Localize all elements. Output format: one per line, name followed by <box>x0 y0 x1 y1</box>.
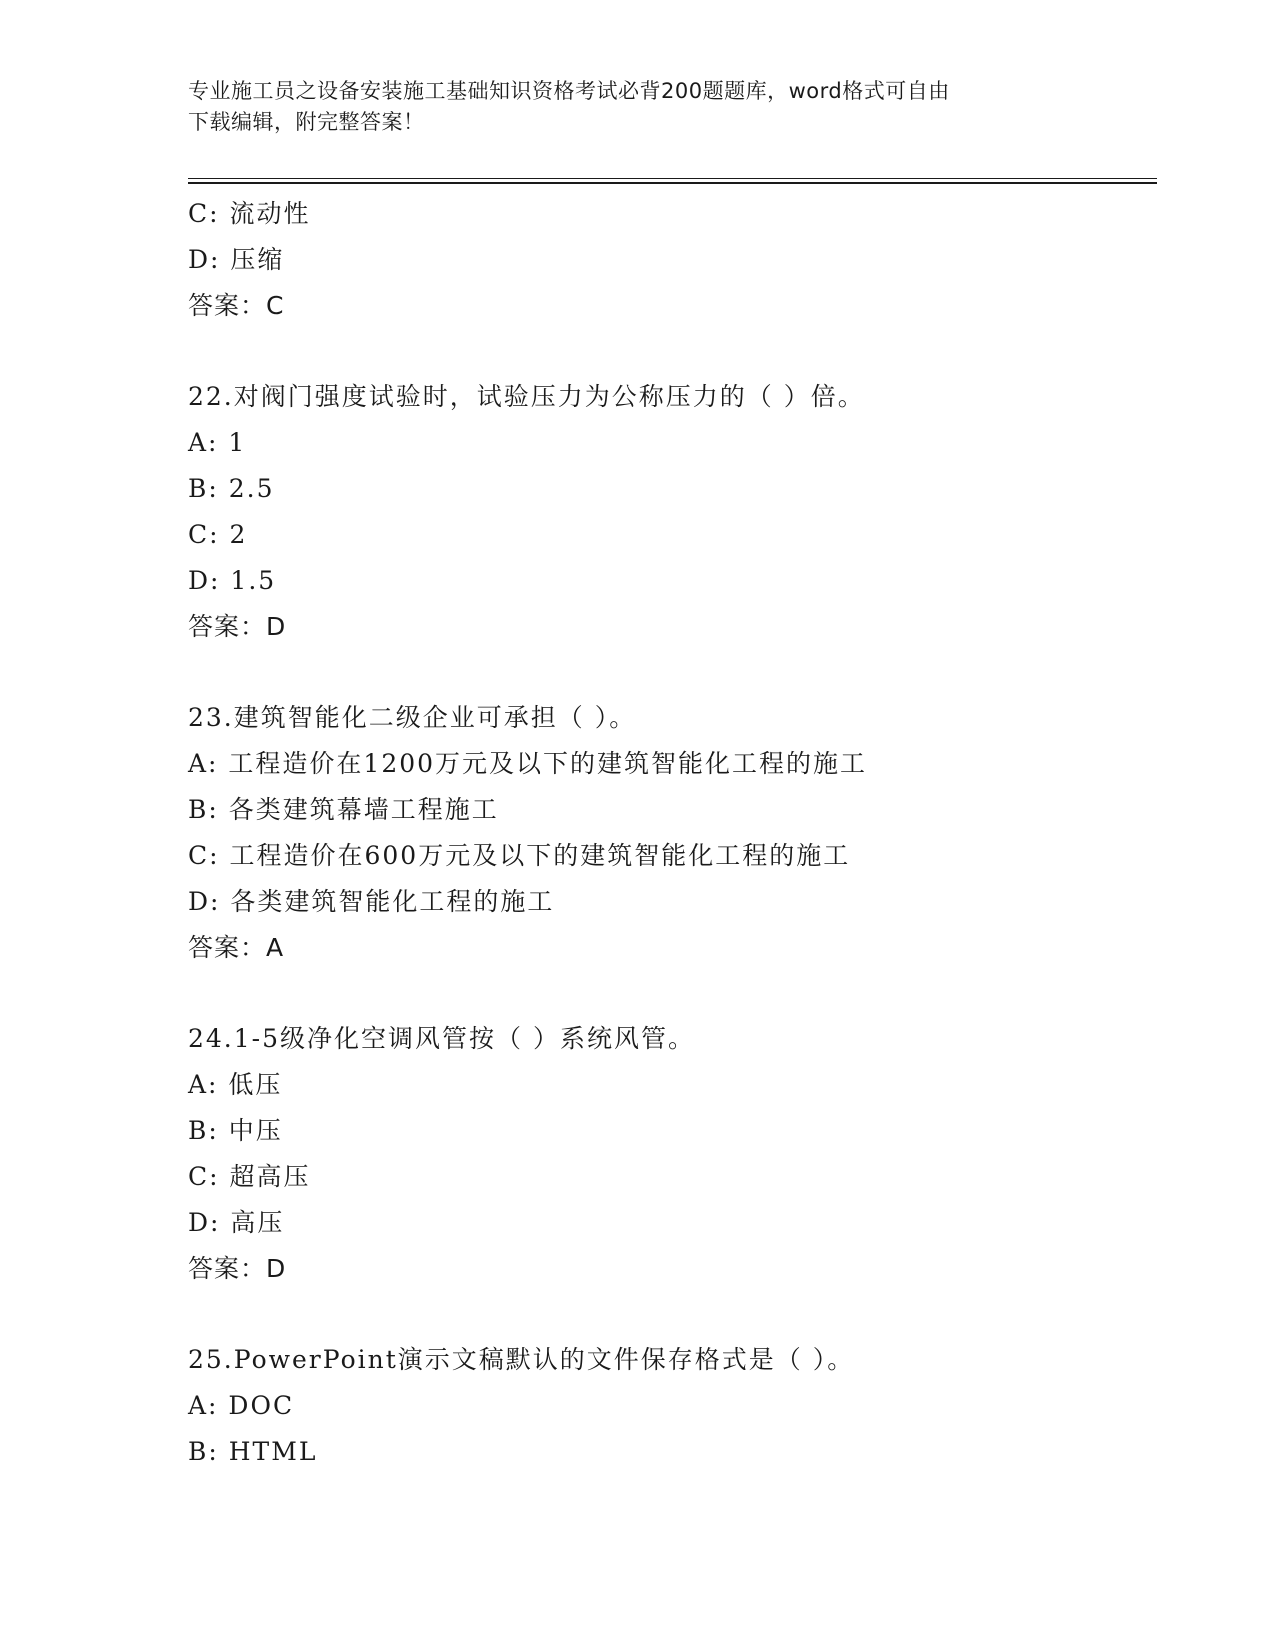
answer-text: 答案：C <box>188 291 285 320</box>
option-text: D: 1.5 <box>188 566 277 595</box>
document-header <box>188 76 1088 138</box>
option-text: D: 压缩 <box>188 245 285 274</box>
option-text: A: 低压 <box>188 1070 283 1099</box>
block-spacer <box>188 1292 1157 1337</box>
option-text: C: 超高压 <box>188 1162 311 1191</box>
question-text: 23.建筑智能化二级企业可承担（ ）。 <box>188 703 637 732</box>
answer-text: 答案：A <box>188 933 285 962</box>
header-divider-thick <box>188 182 1157 184</box>
question-text: 24.1-5级净化空调风管按（ ）系统风管。 <box>188 1024 695 1053</box>
option-text: A: DOC <box>188 1391 295 1420</box>
block-spacer <box>188 650 1157 695</box>
option-text: C: 工程造价在600万元及以下的建筑智能化工程的施工 <box>188 841 851 870</box>
option-text: D: 高压 <box>188 1208 285 1237</box>
option-text: C: 流动性 <box>188 199 311 228</box>
option-text: B: HTML <box>188 1437 318 1466</box>
option-text: B: 2.5 <box>188 474 275 503</box>
question-text: 25.PowerPoint演示文稿默认的文件保存格式是（ ）。 <box>188 1345 855 1374</box>
option-text: C: 2 <box>188 520 248 549</box>
option-text: A: 工程造价在1200万元及以下的建筑智能化工程的施工 <box>188 749 868 778</box>
block-spacer <box>188 329 1157 374</box>
header-line-1: 专业施工员之设备安装施工基础知识资格考试必背200题题库，word格式可自由 <box>188 79 950 103</box>
header-line-2: 下载编辑，附完整答案！ <box>188 110 425 134</box>
header-divider-thin <box>188 178 1157 179</box>
option-text: A: 1 <box>188 428 247 457</box>
question-list <box>188 191 1157 1475</box>
option-text: D: 各类建筑智能化工程的施工 <box>188 887 555 916</box>
answer-text: 答案：D <box>188 1254 287 1283</box>
question-text: 22.对阀门强度试验时，试验压力为公称压力的（ ）倍。 <box>188 382 865 411</box>
answer-text: 答案：D <box>188 612 287 641</box>
block-spacer <box>188 971 1157 1016</box>
option-text: B: 中压 <box>188 1116 283 1145</box>
option-text: B: 各类建筑幕墙工程施工 <box>188 795 499 824</box>
